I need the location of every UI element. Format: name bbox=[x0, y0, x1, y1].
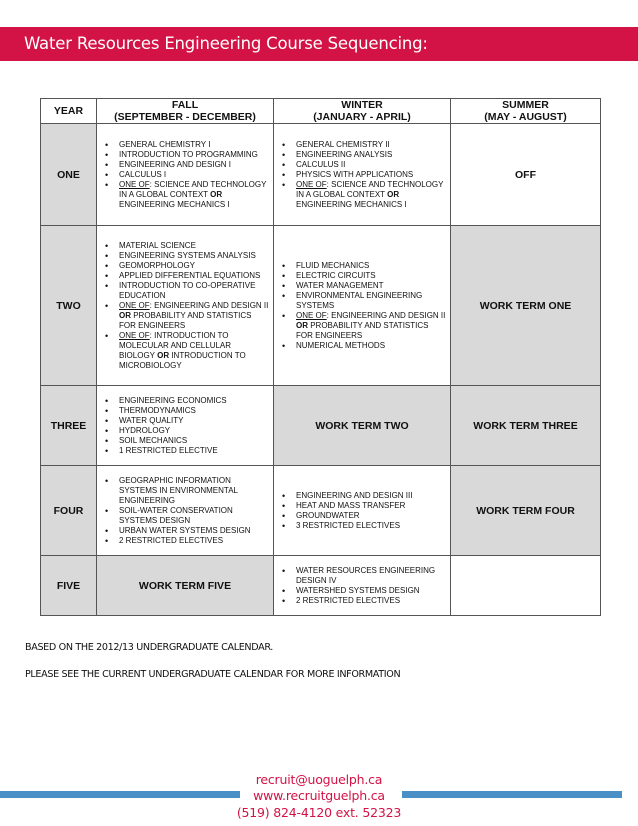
list-item: • THERMODYNAMICS bbox=[119, 406, 269, 416]
table-row bbox=[41, 226, 601, 386]
year-label: ONE bbox=[41, 124, 97, 226]
list-item: • ENGINEERING SYSTEMS ANALYSIS bbox=[119, 251, 269, 261]
list-item: • ONE OF: ENGINEERING AND DESIGN II OR PROBABILITY AND STATISTICS FOR ENGINEERS bbox=[119, 301, 269, 331]
year-label: FOUR bbox=[41, 466, 97, 556]
banner-title: Water Resources Engineering Course Sequencing: bbox=[24, 34, 428, 53]
winter-courses bbox=[274, 556, 451, 616]
calendar-note: BASED ON THE 2012/13 UNDERGRADUATE CALENDAR. bbox=[25, 642, 273, 653]
list-item: • ELECTRIC CIRCUITS bbox=[296, 271, 446, 281]
fall-courses bbox=[97, 386, 274, 466]
list-item: • WATER QUALITY bbox=[119, 416, 269, 426]
list-item: • ONE OF: SCIENCE AND TECHNOLOGY IN A GLOBAL CONTEXT OR ENGINEERING MECHANICS I bbox=[119, 180, 269, 210]
contact-website[interactable]: www.recruitguelph.ca bbox=[253, 788, 385, 803]
summer-term: WORK TERM FOUR bbox=[451, 466, 601, 556]
list-item: • INTRODUCTION TO PROGRAMMING bbox=[119, 150, 269, 160]
list-item: • URBAN WATER SYSTEMS DESIGN bbox=[119, 526, 269, 536]
list-item: • GEOGRAPHIC INFORMATION SYSTEMS IN ENVIRONMENTAL ENGINEERING bbox=[119, 476, 269, 506]
course-sequence-table bbox=[40, 98, 601, 616]
list-item: • ENVIRONMENTAL ENGINEERING SYSTEMS bbox=[296, 291, 446, 311]
list-item: • WATER MANAGEMENT bbox=[296, 281, 446, 291]
list-item: • GENERAL CHEMISTRY I bbox=[119, 140, 269, 150]
list-item: • CALCULUS II bbox=[296, 160, 446, 170]
list-item: • WATER RESOURCES ENGINEERING DESIGN IV bbox=[296, 566, 446, 586]
winter-courses bbox=[274, 466, 451, 556]
list-item: • GROUNDWATER bbox=[296, 511, 446, 521]
list-item: • WATERSHED SYSTEMS DESIGN bbox=[296, 586, 446, 596]
list-item: • SOIL-WATER CONSERVATION SYSTEMS DESIGN bbox=[119, 506, 269, 526]
list-item: • MATERIAL SCIENCE bbox=[119, 241, 269, 251]
table-row bbox=[41, 556, 601, 616]
fall-term: WORK TERM FIVE bbox=[97, 556, 274, 616]
list-item: • ONE OF: SCIENCE AND TECHNOLOGY IN A GLOBAL CONTEXT OR ENGINEERING MECHANICS I bbox=[296, 180, 446, 210]
list-item: • APPLIED DIFFERENTIAL EQUATIONS bbox=[119, 271, 269, 281]
page-banner bbox=[0, 27, 638, 61]
list-item: • FLUID MECHANICS bbox=[296, 261, 446, 271]
summer-term: OFF bbox=[451, 124, 601, 226]
fall-courses bbox=[97, 466, 274, 556]
list-item: • CALCULUS I bbox=[119, 170, 269, 180]
list-item: • NUMERICAL METHODS bbox=[296, 341, 446, 351]
table-row bbox=[41, 386, 601, 466]
fall-courses bbox=[97, 124, 274, 226]
table-row bbox=[41, 466, 601, 556]
list-item: • GEOMORPHOLOGY bbox=[119, 261, 269, 271]
winter-courses bbox=[274, 124, 451, 226]
contact-phone: (519) 824-4120 ext. 52323 bbox=[236, 805, 402, 820]
list-item: • PHYSICS WITH APPLICATIONS bbox=[296, 170, 446, 180]
year-label: TWO bbox=[41, 226, 97, 386]
contact-email[interactable]: recruit@uoguelph.ca bbox=[255, 772, 383, 787]
list-item: • HEAT AND MASS TRANSFER bbox=[296, 501, 446, 511]
calendar-info-note: PLEASE SEE THE CURRENT UNDERGRADUATE CALENDAR FOR MORE INFORMATION bbox=[25, 669, 401, 680]
header-winter: WINTER (JANUARY - APRIL) bbox=[274, 99, 451, 124]
list-item: • 1 RESTRICTED ELECTIVE bbox=[119, 446, 269, 456]
winter-courses bbox=[274, 226, 451, 386]
header-fall: FALL (SEPTEMBER - DECEMBER) bbox=[97, 99, 274, 124]
header-year: YEAR bbox=[41, 99, 97, 124]
list-item: • ENGINEERING AND DESIGN III bbox=[296, 491, 446, 501]
header-row bbox=[41, 99, 601, 124]
summer-term bbox=[451, 556, 601, 616]
winter-term: WORK TERM TWO bbox=[274, 386, 451, 466]
header-summer: SUMMER (MAY - AUGUST) bbox=[451, 99, 601, 124]
list-item: • 2 RESTRICTED ELECTIVES bbox=[119, 536, 269, 546]
year-label: THREE bbox=[41, 386, 97, 466]
list-item: • ENGINEERING ECONOMICS bbox=[119, 396, 269, 406]
list-item: • 3 RESTRICTED ELECTIVES bbox=[296, 521, 446, 531]
list-item: • ONE OF: ENGINEERING AND DESIGN II OR PROBABILITY AND STATISTICS FOR ENGINEERS bbox=[296, 311, 446, 341]
summer-term: WORK TERM THREE bbox=[451, 386, 601, 466]
list-item: • ENGINEERING ANALYSIS bbox=[296, 150, 446, 160]
year-label: FIVE bbox=[41, 556, 97, 616]
list-item: • INTRODUCTION TO CO-OPERATIVE EDUCATION bbox=[119, 281, 269, 301]
list-item: • HYDROLOGY bbox=[119, 426, 269, 436]
list-item: • ENGINEERING AND DESIGN I bbox=[119, 160, 269, 170]
summer-term: WORK TERM ONE bbox=[451, 226, 601, 386]
list-item: • SOIL MECHANICS bbox=[119, 436, 269, 446]
list-item: • ONE OF: INTRODUCTION TO MOLECULAR AND CELLULAR BIOLOGY OR INTRODUCTION TO MICROBIOLOGY bbox=[119, 331, 269, 371]
fall-courses bbox=[97, 226, 274, 386]
list-item: • 2 RESTRICTED ELECTIVES bbox=[296, 596, 446, 606]
list-item: • GENERAL CHEMISTRY II bbox=[296, 140, 446, 150]
table-row bbox=[41, 124, 601, 226]
